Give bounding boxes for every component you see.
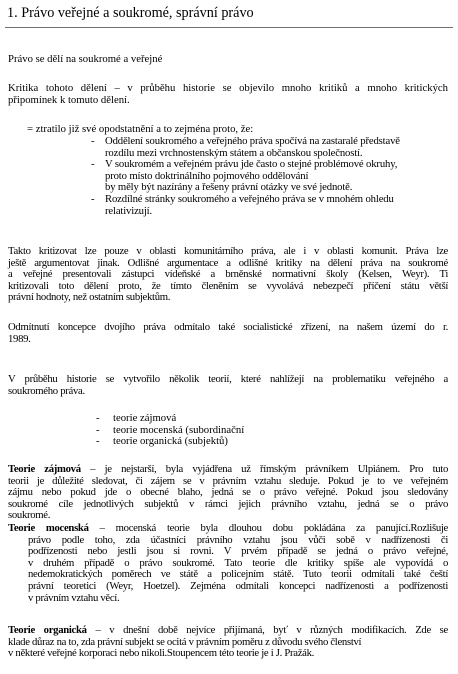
theory-name: teorie zájmová [113,412,177,424]
section-subheading [8,54,162,66]
text-line: právní teoretici (Weyr, Hoetzel). Zejména odmítali koncepci nadřízenosti a podřízenosti [28,579,448,592]
text-line: by měly být nazírány a řešeny právní otázky ve své jednotě. [105,181,353,194]
text-line: Rozdílné stránky soukromého a veřejného práva se v mnohém ohledu [105,192,394,205]
text-line: nedemokratických poměrech ve státě a policejním státě. Tuto teorii odmítali také čeští [28,568,448,581]
list-item [91,194,451,217]
critique-paragraph [8,246,448,304]
text-line: v druhém případě o právo soukromé. Tato teorie dle kritiky spíše ale vypovídá o [28,556,448,569]
heading-underline [5,27,453,28]
text-line: Teorie mocenská – mocenská teorie byla dlouhou dobu pokládána za panující.Rozlišuje [8,522,448,534]
theory-term: Teorie mocenská [8,522,89,534]
text-line: Odmítnutí koncepce dvojího práva odmítalo také socialistické zřízení, na našem území do r. [8,321,448,333]
list-item [96,436,396,448]
socialist-paragraph [8,322,448,345]
theory-name: teorie organická (subjektů) [113,435,228,448]
text-line: Oddělení soukromého a veřejného práva spočívá na zastaralé představě [105,135,400,147]
theory-interest-paragraph [8,464,448,522]
bullet-marker: - [96,423,100,436]
theories-intro-paragraph [8,374,448,397]
theory-term: Teorie zájmová [8,463,81,475]
page-title: 1. Právo veřejné a soukromé, správní právo [7,5,254,21]
theory-name: teorie mocenská (subordinační [113,423,245,436]
bullet-marker: - [91,158,95,171]
text-line: zájmu nebo pokud jde o obecné blaho, jedná se o právo veřejné. Pokud jsou sledovány [8,486,448,499]
text-line: V průběhu historie se vytvořilo několik teorií, které nahlížejí na problematiku veřejného a [8,373,448,385]
text-line: právní hodnoty, než ostatním subjektům. [8,291,171,304]
text-line: soukromého práva. [8,384,85,397]
text-line: právo podle toho, zda účastníci právního vztahu jsou vůči sobě v nadřízenosti či [28,533,448,546]
subheading-text: Právo se dělí na soukromé a veřejné [8,53,163,65]
text-line: = ztratilo již své opodstatnění a to zejména proto, že: [27,123,254,135]
text-line: proto místo doktrinálního pojmového oddělování [105,169,309,182]
text-line: Kritika tohoto dělení – v průběhu historie se objevilo mnoho kritiků a mnoho kritických [8,82,448,94]
text-line: rozdílu mezi vrchnostenským státem a občanskou společností. [105,146,363,159]
theory-term: Teorie organická [8,624,87,636]
theory-power-paragraph [8,523,448,604]
outdated-lead [27,124,253,136]
theory-organic-paragraph [8,625,448,660]
text-line: kritizovali toto dělení proto, že tímto členěním se vyvolává nebezpečí příčení státu větší [8,279,448,292]
bullet-marker: - [96,412,100,424]
text-line: soukromé. [8,509,51,522]
intro-paragraph [8,83,448,106]
text-line: podřízenosti nebo jestli jsou si rovni. V prvém případě se jedná o právo veřejné, [28,545,448,558]
text-line: Teorie zájmová – je nejstarší, byla vyjádřena už římským právníkem Ulpiánem. Pro tuto [8,463,448,475]
bullet-marker: - [96,435,100,448]
text-line: Teorie organická – v dnešní době nejvíce přijímaná, byť v různých modifikacích. Zde se [8,624,448,636]
theory-power-body [8,535,448,605]
bullet-marker: - [91,192,95,205]
text-line: soukromé cíle jednotlivých subjektů v rámci jejich právního vztahu, jedná se o právo [8,497,448,510]
bullet-marker: - [91,135,95,147]
list-item [91,159,451,194]
text-line: V soukromém a veřejném právu jde často o stejné problémové okruhy, [105,158,398,171]
text-line: 1989. [8,332,31,345]
outdated-bullet-list [91,136,451,217]
text-line: a veřejné presentovali zástupci vídeňské a brněnské normativní školy (Kelsen, Weyr). Ti [8,268,448,281]
theories-list [96,413,396,448]
text-line: v některé veřejné korporaci nebo nikoli.Stoupencem této teorie je i J. Pražák. [8,647,315,660]
text-line: klade důraz na to, zda právní subjekt se ocitá v právním poměru z důvodu svého členství [8,635,362,648]
text-line: teorii je důležité sledovat, či zájem se v právním vztahu sleduje. Pokud je to ve veřejném [8,474,448,487]
text-line: Takto kritizovat lze pouze v oblasti komunitárního práva, ale i v oblasti komunit. Práva lze [8,245,448,257]
text-line: relativizují. [105,204,153,217]
text-line: ještě argumentovat jinak. Odlišné argumentace a odlišné kritiky na dělení práva na soukromé [8,256,448,269]
text-line: v právním vztahu věcí. [28,591,120,604]
text-line: připomínek k tomuto dělení. [8,93,130,106]
list-item [91,136,451,159]
list-item [96,413,396,425]
